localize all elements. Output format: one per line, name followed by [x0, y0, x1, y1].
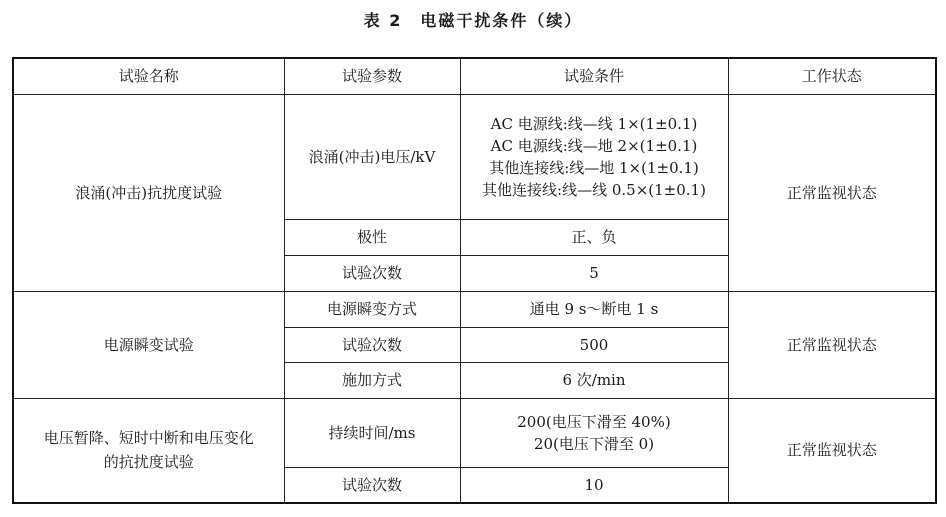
- header-test-parameter: 试验参数: [284, 58, 460, 94]
- condition-line: AC 电源线:线—地 2×(1±0.1): [490, 136, 698, 155]
- header-test-name: 试验名称: [13, 58, 284, 94]
- param-cell: 试验次数: [284, 467, 460, 503]
- header-test-condition: 试验条件: [460, 58, 728, 94]
- test-name-cell: [13, 398, 284, 503]
- test-name-cell: 电源瞬变试验: [13, 291, 284, 398]
- param-cell: 极性: [284, 219, 460, 255]
- condition-cell: [460, 94, 728, 219]
- condition-line: 20(电压下滑至 0): [533, 434, 655, 453]
- condition-cell: 10: [460, 467, 728, 503]
- table-row: [13, 94, 936, 219]
- condition-cell: 通电 9 s～断电 1 s: [460, 291, 728, 327]
- table-row: [13, 398, 936, 467]
- condition-cell: [460, 398, 728, 467]
- status-cell: 正常监视状态: [728, 398, 936, 503]
- condition-line: 其他连接线:线—线 0.5×(1±0.1): [482, 180, 706, 199]
- param-cell: 电源瞬变方式: [284, 291, 460, 327]
- condition-line: 其他连接线:线—地 1×(1±0.1): [489, 158, 699, 177]
- table-title: 表 2 电磁干扰条件（续）: [363, 11, 583, 30]
- condition-cell: 正、负: [460, 219, 728, 255]
- param-cell: 持续时间/ms: [284, 398, 460, 467]
- status-cell: 正常监视状态: [728, 291, 936, 398]
- param-cell: 浪涌(冲击)电压/kV: [284, 94, 460, 219]
- header-row: [13, 58, 936, 94]
- test-name-cell: 浪涌(冲击)抗扰度试验: [13, 94, 284, 291]
- condition-line: 200(电压下滑至 40%): [517, 412, 671, 431]
- condition-cell: 6 次/min: [460, 362, 728, 398]
- param-cell: 试验次数: [284, 327, 460, 362]
- condition-cell: 500: [460, 327, 728, 362]
- test-name-text: 电压暂降、短时中断和电压变化的抗扰度试验: [43, 429, 254, 472]
- param-cell: 试验次数: [284, 255, 460, 291]
- status-cell: 正常监视状态: [728, 94, 936, 291]
- condition-cell: 5: [460, 255, 728, 291]
- emi-conditions-table: [12, 57, 937, 504]
- condition-line: AC 电源线:线—线 1×(1±0.1): [490, 114, 698, 133]
- table-row: [13, 291, 936, 327]
- param-cell: 施加方式: [284, 362, 460, 398]
- header-working-state: 工作状态: [728, 58, 936, 94]
